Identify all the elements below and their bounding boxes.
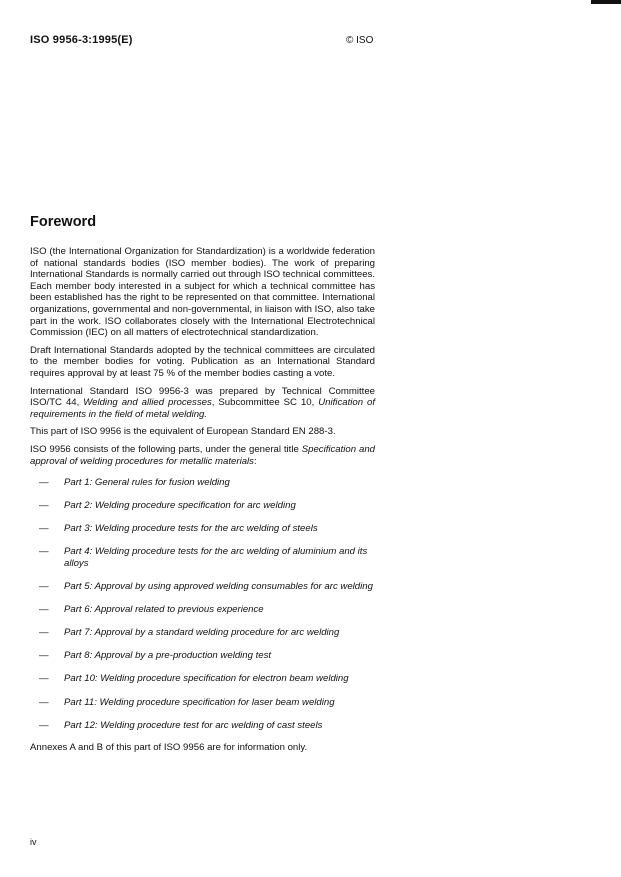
general-title: Specification and approval of welding procedures for metallic materials [30, 443, 375, 467]
list-item [30, 581, 375, 593]
paragraph-annexes: Annexes A and B of this part of ISO 9956 are for information only. [30, 741, 308, 753]
list-item-text: Part 4: Welding procedure tests for the arc welding of aluminium and its alloys [64, 546, 368, 569]
list-dash: — [39, 604, 49, 616]
list-item [30, 673, 375, 685]
list-dash: — [39, 581, 49, 593]
foreword-body [30, 246, 375, 759]
list-item [30, 546, 375, 569]
list-item-text: Part 7: Approval by a standard welding procedure for arc welding [64, 627, 340, 639]
list-item-text: Part 1: General rules for fusion welding [64, 477, 230, 489]
list-item [30, 627, 375, 639]
document-code: ISO 9956-3:1995(E) [30, 34, 133, 46]
list-item-text: Part 6: Approval related to previous experience [64, 604, 264, 616]
list-item-text: Part 8: Approval by a pre-production welding test [64, 650, 272, 662]
list-dash: — [39, 650, 49, 662]
parts-intro-text: ISO 9956 consists of the following parts, under the general title [30, 443, 302, 455]
list-item-text: Part 3: Welding procedure tests for the arc welding of steels [64, 523, 318, 535]
paragraph-draft-standards: Draft International Standards adopted by the technical committees are circulated to the member bodies for voting. Publication as an International Standard requires approval by at least 75 % of the member bodies casting a vote. [30, 344, 375, 379]
subcommittee-text: , Subcommittee SC 10, [211, 397, 319, 409]
corner-mark [591, 0, 621, 4]
list-item-text: Part 5: Approval by using approved welding consumables for arc welding [64, 581, 373, 593]
list-dash: — [39, 477, 49, 489]
list-item-text: Part 12: Welding procedure test for arc welding of cast steels [64, 719, 323, 731]
copyright-notice: © ISO [346, 35, 374, 46]
list-item [30, 720, 375, 732]
section-title: Foreword [30, 214, 97, 230]
paragraph-prepared-by [30, 386, 375, 421]
list-item [30, 477, 375, 489]
list-dash: — [39, 546, 49, 558]
parts-list [30, 477, 375, 731]
list-item-text: Part 11: Welding procedure specification for laser beam welding [64, 696, 335, 708]
parts-intro-colon: : [253, 455, 257, 467]
list-dash: — [39, 696, 49, 708]
list-dash: — [39, 523, 49, 535]
list-dash: — [39, 719, 49, 731]
list-dash: — [39, 673, 49, 685]
list-item [30, 650, 375, 662]
list-item-text: Part 10: Welding procedure specification for electron beam welding [64, 673, 349, 685]
prepared-by-text: International Standard ISO 9956-3 was prepared by Technical Committee ISO/TC 44, [30, 385, 375, 409]
list-dash: — [39, 627, 49, 639]
committee-title: Welding and allied processes [83, 397, 212, 409]
paragraph-parts-intro [30, 444, 375, 467]
subcommittee-title: Unification of requirements in the field of metal welding. [30, 397, 376, 420]
paragraph-equivalent: This part of ISO 9956 is the equivalent of European Standard EN 288-3. [30, 426, 336, 438]
list-item [30, 604, 375, 616]
list-item-text: Part 2: Welding procedure specification for arc welding [64, 500, 296, 512]
list-item [30, 500, 375, 512]
paragraph-iso-intro: ISO (the International Organization for Standardization) is a worldwide federation of national standards bodies (ISO member bodies). The work of preparing International Standards is normally carried out through ISO technical committees. Each member body interested in a subject for which a technical committee has been established has the right to be represented on that committee. International organizations, governmental and non-governmental, in liaison with ISO, also take part in the work. ISO collaborates closely with the International Electrotechnical Commission (IEC) on all matters of electrotechnical standardization. [30, 246, 376, 339]
page-number: iv [30, 837, 37, 847]
list-dash: — [39, 500, 49, 512]
list-item [30, 523, 375, 535]
list-item [30, 697, 375, 709]
